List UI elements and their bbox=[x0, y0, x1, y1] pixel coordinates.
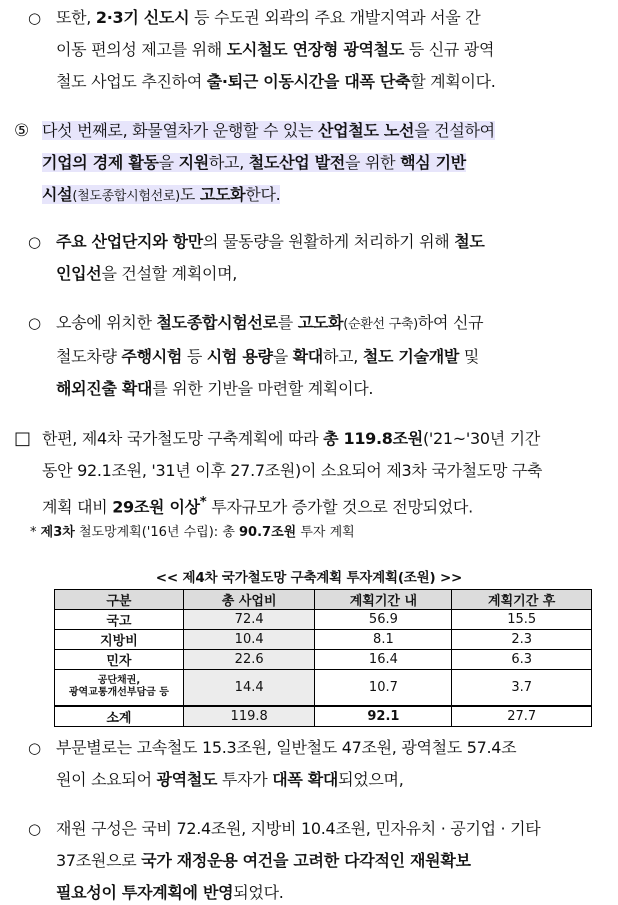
text-line: 철도 사업도 추진하여 출·퇴근 이동시간을 대폭 단축할 계획이다. bbox=[56, 72, 496, 91]
cell-within: 56.9 bbox=[315, 610, 452, 630]
circle-bullet: ○ bbox=[28, 739, 41, 757]
cell-after: 27.7 bbox=[452, 706, 592, 727]
table-header-row bbox=[55, 590, 592, 610]
row-category: 민자 bbox=[55, 650, 184, 670]
text-line: 또한, 2·3기 신도시 등 수도권 외곽의 주요 개발지역과 서울 간 bbox=[56, 8, 481, 27]
cell-total: 14.4 bbox=[183, 670, 315, 706]
text-line: 주요 산업단지와 항만의 물동량을 원활하게 처리하기 위해 철도 bbox=[56, 232, 485, 251]
column-header: 총 사업비 bbox=[183, 590, 315, 610]
paragraph-funding-sources bbox=[28, 813, 606, 905]
cell-within: 10.7 bbox=[315, 670, 452, 706]
cell-after: 6.3 bbox=[452, 650, 592, 670]
square-bullet: □ bbox=[14, 428, 31, 449]
number-bullet: ⑤ bbox=[14, 121, 29, 141]
column-header: 계획기간 내 bbox=[315, 590, 452, 610]
text-line: 오송에 위치한 철도종합시험선로를 고도화(순환선 구축)하여 신규 bbox=[56, 313, 484, 332]
text-line: 동안 92.1조원, '31년 이후 27.7조원)이 소요되어 제3차 국가철도망 구축 bbox=[42, 461, 543, 480]
paragraph-investment-summary bbox=[14, 423, 606, 523]
cell-total: 10.4 bbox=[183, 630, 315, 650]
text-line: 37조원으로 국가 재정운용 여건을 고려한 다각적인 재원확보 bbox=[56, 851, 471, 870]
circle-bullet: ○ bbox=[28, 9, 41, 27]
text-line: 필요성이 투자계획에 반영되었다. bbox=[56, 883, 284, 902]
text-line: 시설(철도종합시험선로)도 고도화한다. bbox=[42, 185, 281, 204]
circle-bullet: ○ bbox=[28, 314, 41, 332]
paragraph-spur-line bbox=[28, 226, 606, 290]
paragraph-industrial-rail bbox=[14, 115, 606, 213]
text-line: 인입선을 건설할 계획이며, bbox=[56, 264, 238, 283]
column-header: 계획기간 후 bbox=[452, 590, 592, 610]
table-row bbox=[55, 670, 592, 706]
cell-after: 3.7 bbox=[452, 670, 592, 706]
text-line: 해외진출 확대를 위한 기반을 마련할 계획이다. bbox=[56, 379, 374, 398]
table-row bbox=[55, 630, 592, 650]
row-category: 국고 bbox=[55, 610, 184, 630]
text-line: 재원 구성은 국비 72.4조원, 지방비 10.4조원, 민자유치 · 공기업 · 기타 bbox=[56, 819, 541, 838]
text-line: 원이 소요되어 광역철도 투자가 대폭 확대되었으며, bbox=[56, 770, 404, 789]
row-category: 소계 bbox=[55, 706, 184, 727]
text-line: 계획 대비 29조원 이상* 투자규모가 증가할 것으로 전망되었다. bbox=[42, 495, 473, 517]
cell-after: 15.5 bbox=[452, 610, 592, 630]
text-line: 기업의 경제 활동을 지원하고, 철도산업 발전을 위한 핵심 기반 bbox=[42, 153, 466, 172]
paragraph-sector-breakdown bbox=[28, 732, 606, 796]
table-total-row bbox=[55, 706, 592, 727]
row-category: 지방비 bbox=[55, 630, 184, 650]
row-category: 공단채권, 광역교통개선부담금 등 bbox=[55, 670, 184, 706]
paragraph-new-town-rail bbox=[28, 2, 606, 98]
cell-total: 72.4 bbox=[183, 610, 315, 630]
text-line: 다섯 번째로, 화물열차가 운행할 수 있는 산업철도 노선을 건설하여 bbox=[42, 121, 495, 140]
footnote: * 제3차 철도망계획('16년 수립): 총 90.7조원 투자 계획 bbox=[30, 525, 355, 540]
circle-bullet: ○ bbox=[28, 233, 41, 251]
footnote-marker: * bbox=[30, 525, 37, 540]
investment-table bbox=[54, 589, 592, 727]
table-row bbox=[55, 650, 592, 670]
table-row bbox=[55, 610, 592, 630]
text-line: 한편, 제4차 국가철도망 구축계획에 따라 총 119.8조원('21~'30년 기간 bbox=[42, 429, 540, 448]
cell-total: 119.8 bbox=[183, 706, 315, 727]
circle-bullet: ○ bbox=[28, 820, 41, 838]
cell-after: 2.3 bbox=[452, 630, 592, 650]
cell-within: 16.4 bbox=[315, 650, 452, 670]
cell-total: 22.6 bbox=[183, 650, 315, 670]
text-line: 철도차량 주행시험 등 시험 용량을 확대하고, 철도 기술개발 및 bbox=[56, 347, 480, 366]
column-header: 구분 bbox=[55, 590, 184, 610]
text-line: 이동 편의성 제고를 위해 도시철도 연장형 광역철도 등 신규 광역 bbox=[56, 40, 495, 59]
cell-within: 92.1 bbox=[315, 706, 452, 727]
text-line: 부문별로는 고속철도 15.3조원, 일반철도 47조원, 광역철도 57.4조 bbox=[56, 738, 517, 757]
table-caption: << 제4차 국가철도망 구축계획 투자계획(조원) >> bbox=[155, 570, 463, 586]
cell-within: 8.1 bbox=[315, 630, 452, 650]
paragraph-test-track bbox=[28, 307, 606, 405]
